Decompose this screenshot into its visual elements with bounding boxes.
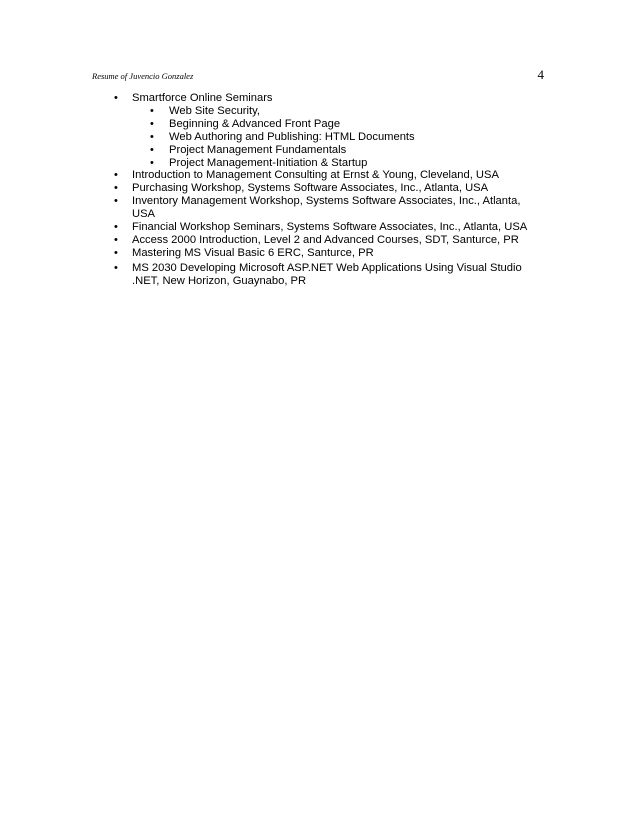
list-subitem-text: Web Authoring and Publishing: HTML Documents: [169, 130, 415, 143]
bullet-icon: •: [150, 130, 154, 143]
bullet-icon: •: [114, 221, 118, 234]
list-subitem: [0, 131, 529, 144]
list-item-text: Mastering MS Visual Basic 6 ERC, Santurce, PR: [132, 246, 374, 259]
list-subitem-text: Web Site Security,: [169, 104, 260, 117]
list-item-text: Financial Workshop Seminars, Systems Software Associates, Inc., Atlanta, USA: [132, 221, 528, 234]
list-item-text: Inventory Management Workshop, Systems Software Associates, Inc., Atlanta, USA: [132, 195, 521, 221]
list-item: [0, 92, 532, 105]
bullet-icon: •: [114, 233, 118, 246]
bullet-icon: •: [150, 156, 154, 169]
list-item-text: MS 2030 Developing Microsoft ASP.NET Web Applications Using Visual Studio .NET, New Horizon, Guaynabo, PR: [132, 261, 522, 287]
list-subitem-text: Project Management Fundamentals: [169, 143, 347, 156]
list-subitem-text: Beginning & Advanced Front Page: [169, 117, 341, 130]
list-subitem: [0, 118, 529, 131]
list-subitem-text: Project Management-Initiation & Startup: [169, 156, 368, 169]
list-item-text: Smartforce Online Seminars: [132, 92, 273, 104]
bullet-icon: •: [114, 261, 118, 274]
bullet-icon: •: [150, 104, 154, 117]
list-item-text: Access 2000 Introduction, Level 2 and Advanced Courses, SDT, Santurce, PR: [132, 233, 519, 246]
bullet-icon: •: [114, 182, 118, 195]
list-item-text: Purchasing Workshop, Systems Software Associates, Inc., Atlanta, USA: [132, 182, 489, 195]
bullet-icon: •: [150, 143, 154, 156]
list-item: [0, 221, 532, 234]
list-item: [0, 234, 532, 247]
bullet-icon: •: [114, 246, 118, 259]
bullet-icon: •: [114, 169, 118, 182]
list-item: [0, 169, 532, 182]
list-subitem: [0, 144, 529, 157]
list-item: [0, 195, 532, 221]
list-item: [0, 182, 532, 195]
header-title: Resume of Juvencio Gonzalez: [92, 71, 194, 81]
page-header: [92, 68, 544, 82]
list-item-text: Introduction to Management Consulting at Ernst & Young, Cleveland, USA: [132, 169, 499, 182]
list-item: [0, 247, 532, 260]
bullet-icon: •: [150, 117, 154, 130]
list-subitem: [0, 157, 529, 170]
bullet-icon: •: [114, 195, 118, 208]
page-number: 4: [537, 67, 544, 82]
bullet-icon: •: [114, 92, 118, 104]
training-list: [0, 92, 532, 288]
list-item: [0, 262, 532, 288]
list-subitem: [0, 105, 529, 118]
